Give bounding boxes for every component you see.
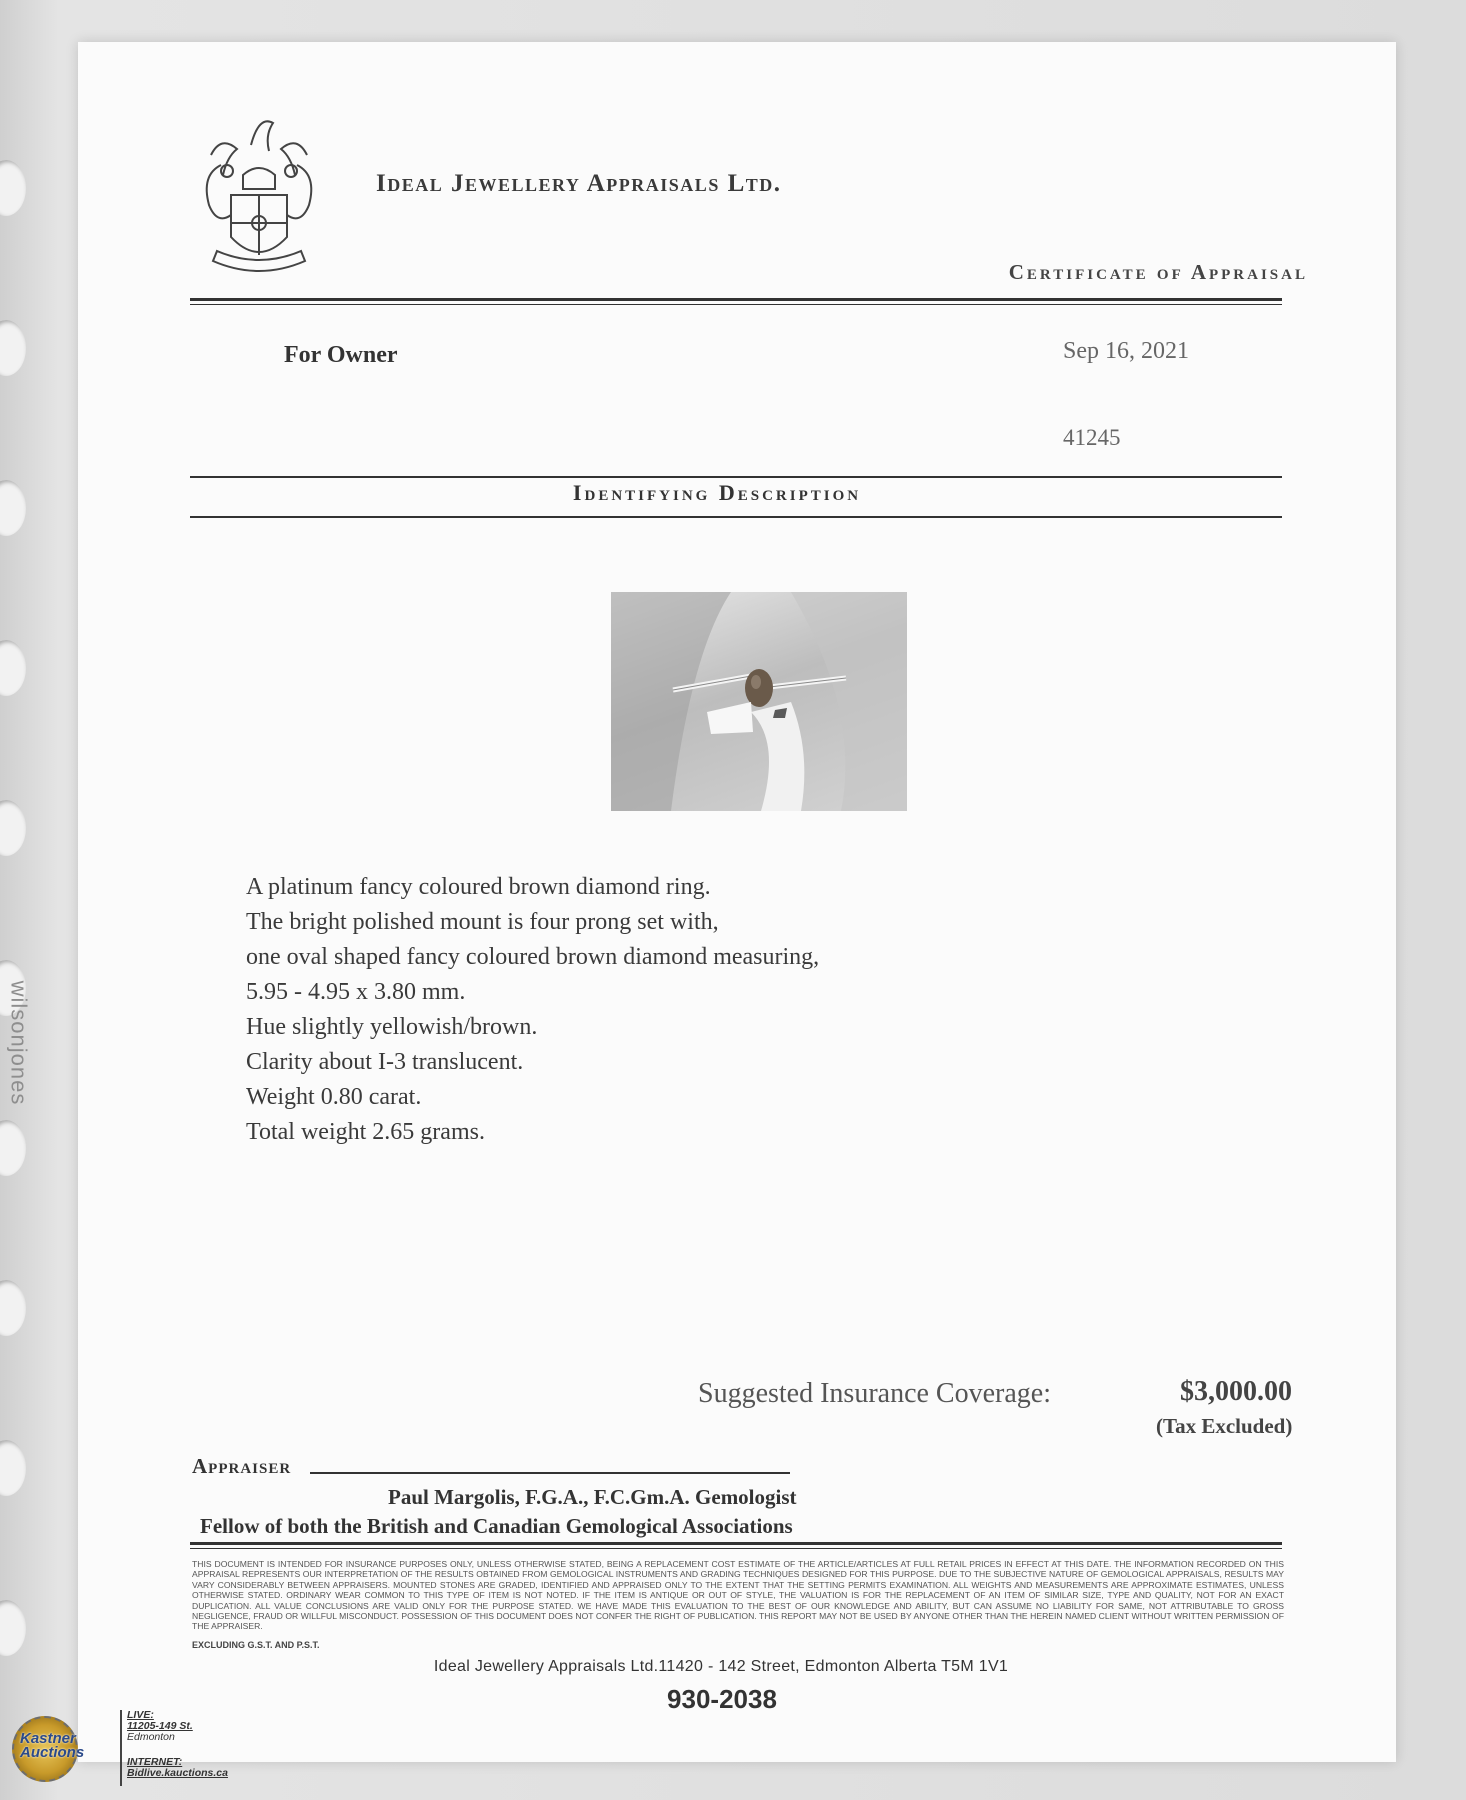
ring-image	[611, 592, 907, 811]
description-line: The bright polished mount is four prong set with,	[246, 909, 719, 935]
section-rule-top	[190, 476, 1282, 478]
signature-line	[310, 1472, 790, 1474]
description-line: Weight 0.80 carat.	[246, 1084, 422, 1110]
auction-watermark	[6, 1710, 246, 1790]
appraiser-name: Paul Margolis, F.G.A., F.C.Gm.A. Gemologist	[388, 1485, 797, 1509]
section-rule-bottom	[190, 516, 1282, 518]
internet-label: INTERNET:	[127, 1756, 183, 1768]
description-line: A platinum fancy coloured brown diamond ring.	[246, 874, 711, 900]
binder-hole	[0, 1120, 26, 1176]
appraisal-certificate	[78, 42, 1396, 1762]
appraiser-label: Appraiser	[192, 1454, 292, 1478]
certificate-title: Certificate of Appraisal	[1008, 260, 1308, 284]
binder-hole	[0, 1440, 26, 1496]
section-title: Identifying Description	[572, 480, 862, 505]
auction-contact-info	[127, 1710, 228, 1779]
insurance-label: Suggested Insurance Coverage:	[698, 1378, 1051, 1409]
item-description	[246, 870, 1146, 1150]
owner-label: For Owner	[284, 342, 398, 368]
footer-rule-thin	[190, 1548, 1282, 1549]
footer-rule	[190, 1542, 1282, 1545]
live-label: LIVE:	[127, 1709, 154, 1721]
watermark-divider	[120, 1710, 122, 1786]
binder-hole	[0, 1280, 26, 1336]
binder-hole	[0, 160, 26, 216]
binder-hole	[0, 480, 26, 536]
binder-hole	[0, 640, 26, 696]
live-address-line: 11205-149 St.	[127, 1720, 193, 1732]
header-rule-thin	[190, 304, 1282, 305]
company-phone: 930-2038	[667, 1684, 777, 1714]
binder-holes	[0, 120, 40, 1770]
binder-hole	[0, 320, 26, 376]
description-line: 5.95 - 4.95 x 3.80 mm.	[246, 979, 466, 1005]
header-rule	[190, 298, 1282, 301]
sleeve-watermark: wilsonjones	[6, 980, 32, 1106]
company-name: Ideal Jewellery Appraisals Ltd.	[376, 170, 782, 197]
tax-note: (Tax Excluded)	[1156, 1414, 1293, 1438]
internet-url: Bidlive.kauctions.ca	[127, 1767, 228, 1779]
tax-exclusion-note: EXCLUDING G.S.T. AND P.S.T.	[192, 1640, 320, 1650]
appraisal-date: Sep 16, 2021	[1063, 338, 1189, 364]
live-address-city: Edmonton	[127, 1731, 175, 1743]
appraiser-fellowship: Fellow of both the British and Canadian Gemological Associations	[200, 1514, 793, 1538]
reference-number: 41245	[1063, 425, 1121, 450]
company-address: Ideal Jewellery Appraisals Ltd.11420 - 142 Street, Edmonton Alberta T5M 1V1	[433, 1658, 1009, 1675]
disclaimer-text: THIS DOCUMENT IS INTENDED FOR INSURANCE PURPOSES ONLY, UNLESS OTHERWISE STATED, BEING A REPLACEMENT COST ESTIMATE OF THE ARTICLE/ARTICLES AT FULL RETAIL PRICES IN EFFECT AT THIS DATE. THE INFORMATION RECORDED ON THIS APPRAISAL REPRESENTS OUR INTERPRETATION OF THE RESULTS OBTAINED FROM GEMOLOGICAL INSTRUMENTS AND GRADING TECHNIQUES DESIGNED FOR THIS PURPOSE. DUE TO THE SUBJECTIVE NATURE OF GEMOLOGICAL APPRAISALS, RESULTS MAY VARY CONSIDERABLY BETWEEN APPRAISERS. MOUNTED STONES ARE GRADED, IDENTIFIED AND APPRAISED ONLY TO THE EXTENT THAT THE SETTING PERMITS EXAMINATION. ALL WEIGHTS AND MEASUREMENTS ARE APPROXIMATE ESTIMATES, UNLESS OTHERWISE STATED. ORDINARY WEAR COMMON TO THIS TYPE OF ITEM IS NOT NOTED. IF THE ITEM IS ANTIQUE OR OUT OF STYLE, THE VALUATION IS FOR THE REPLACEMENT OF AN ITEM OF SIMILAR SIZE, TYPE AND QUALITY, NOT FOR AN EXACT DUPLICATION. ALL VALUE CONCLUSIONS ARE VALID ONLY FOR THE PURPOSE STATED. WE HAVE MADE THIS EVALUATION TO THE BEST OF OUR KNOWLEDGE AND ABILITY, BUT CAN ASSUME NO LIABILITY FOR SAME, NOT ATTRIBUTABLE TO GROSS NEGLIGENCE, FRAUD OR WILLFUL MISCONDUCT. POSSESSION OF THIS DOCUMENT DOES NOT CONFER THE RIGHT OF PUBLICATION. THIS REPORT MAY NOT BE USED BY ANYONE OTHER THAN THE HEREIN NAMED CLIENT WITHOUT WRITTEN PERMISSION OF THE APPRAISER.	[192, 1559, 1284, 1632]
coat-of-arms-icon	[191, 105, 327, 285]
binder-hole	[0, 800, 26, 856]
insurance-value: $3,000.00	[1180, 1376, 1292, 1407]
binder-hole	[0, 1600, 26, 1656]
description-line: Clarity about I-3 translucent.	[246, 1049, 524, 1075]
ring-photo	[611, 592, 907, 811]
description-line: Hue slightly yellowish/brown.	[246, 1014, 538, 1040]
description-line: Total weight 2.65 grams.	[246, 1119, 485, 1145]
description-line: one oval shaped fancy coloured brown diamond measuring,	[246, 944, 820, 970]
auction-house-name: Kastner Auctions	[20, 1730, 85, 1761]
